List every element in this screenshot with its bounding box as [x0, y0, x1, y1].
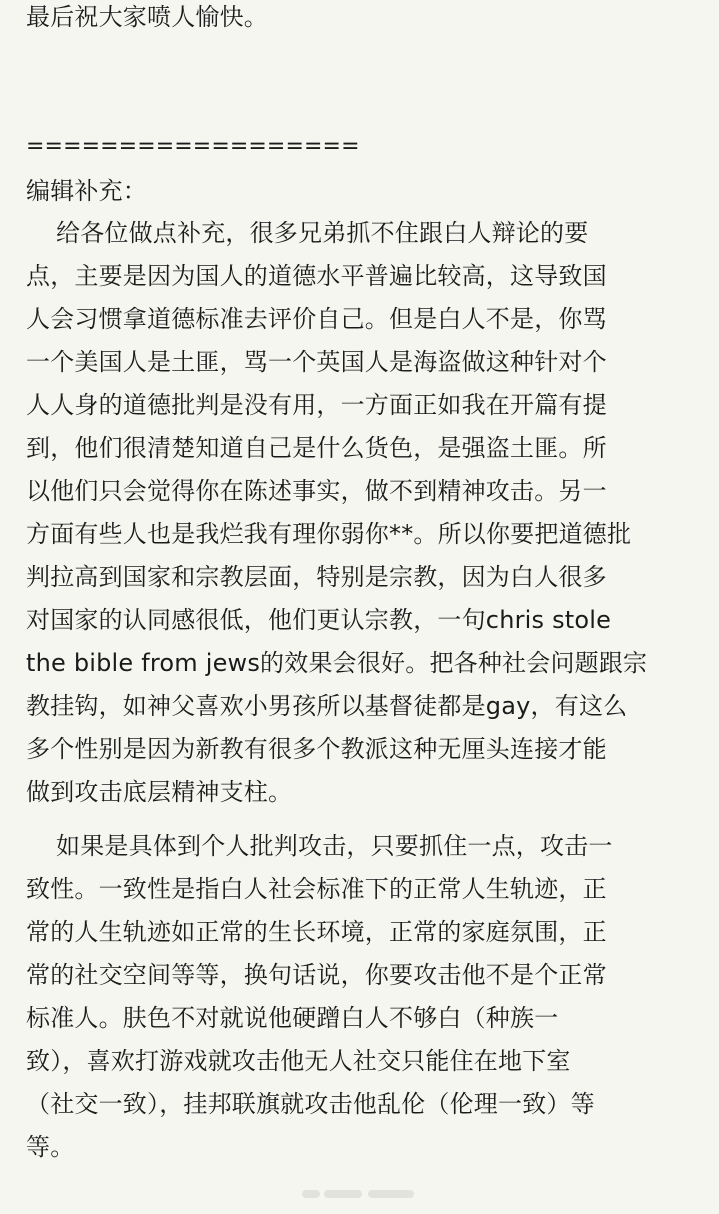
paragraph-line: 方面有些人也是我烂我有理你弱你**。所以你要把道德批	[26, 520, 632, 548]
paragraph-line: 到，他们很清楚知道自己是什么货色，是强盗土匪。所	[26, 434, 607, 462]
paragraph-line: the bible from jews的效果会很好。把各种社会问题跟宗	[26, 649, 648, 677]
paragraph-line: 等。	[26, 1133, 75, 1161]
paragraph-line: 判拉高到国家和宗教层面，特别是宗教，因为白人很多	[26, 563, 607, 591]
paragraph-line: 以他们只会觉得你在陈述事实，做不到精神攻击。另一	[26, 477, 607, 505]
paragraph-line: 多个性别是因为新教有很多个教派这种无厘头连接才能	[26, 735, 607, 763]
paragraph-line: 标准人。肤色不对就说他硬蹭白人不够白（种族一	[26, 1004, 559, 1032]
paragraph-line: （社交一致），挂邦联旗就攻击他乱伦（伦理一致）等	[26, 1090, 595, 1118]
paragraph-line: 常的社交空间等等，换句话说，你要攻击他不是个正常	[26, 961, 607, 989]
paragraph-line: 对国家的认同感很低，他们更认宗教，一句chris stole	[26, 606, 612, 634]
watermark-mark	[368, 1190, 414, 1198]
section-divider: ==================	[26, 134, 360, 159]
paragraph-line: 致），喜欢打游戏就攻击他无人社交只能住在地下室	[26, 1047, 571, 1075]
watermark-mark	[324, 1190, 362, 1198]
closing-line: 最后祝大家喷人愉快。	[26, 3, 268, 31]
paragraph-line: 给各位做点补充，很多兄弟抓不住跟白人辩论的要	[56, 219, 589, 247]
paragraph-line: 做到攻击底层精神支柱。	[26, 778, 293, 806]
paragraph-line: 点，主要是因为国人的道德水平普遍比较高，这导致国	[26, 262, 607, 290]
paragraph-line: 人会习惯拿道德标准去评价自己。但是白人不是，你骂	[26, 305, 607, 333]
paragraph-line: 常的人生轨迹如正常的生长环境，正常的家庭氛围，正	[26, 918, 607, 946]
watermark-mark	[302, 1190, 320, 1198]
paragraph-line: 教挂钩，如神父喜欢小男孩所以基督徒都是gay，有这么	[26, 692, 628, 720]
paragraph-line: 致性。一致性是指白人社会标准下的正常人生轨迹，正	[26, 875, 607, 903]
watermark-logo	[302, 1184, 416, 1202]
edit-heading: 编辑补充：	[26, 177, 147, 205]
paragraph-line: 一个美国人是土匪，骂一个英国人是海盗做这种针对个	[26, 348, 607, 376]
paragraph-line: 如果是具体到个人批判攻击，只要抓住一点，攻击一	[56, 832, 613, 860]
paragraph-line: 人人身的道德批判是没有用，一方面正如我在开篇有提	[26, 391, 607, 419]
